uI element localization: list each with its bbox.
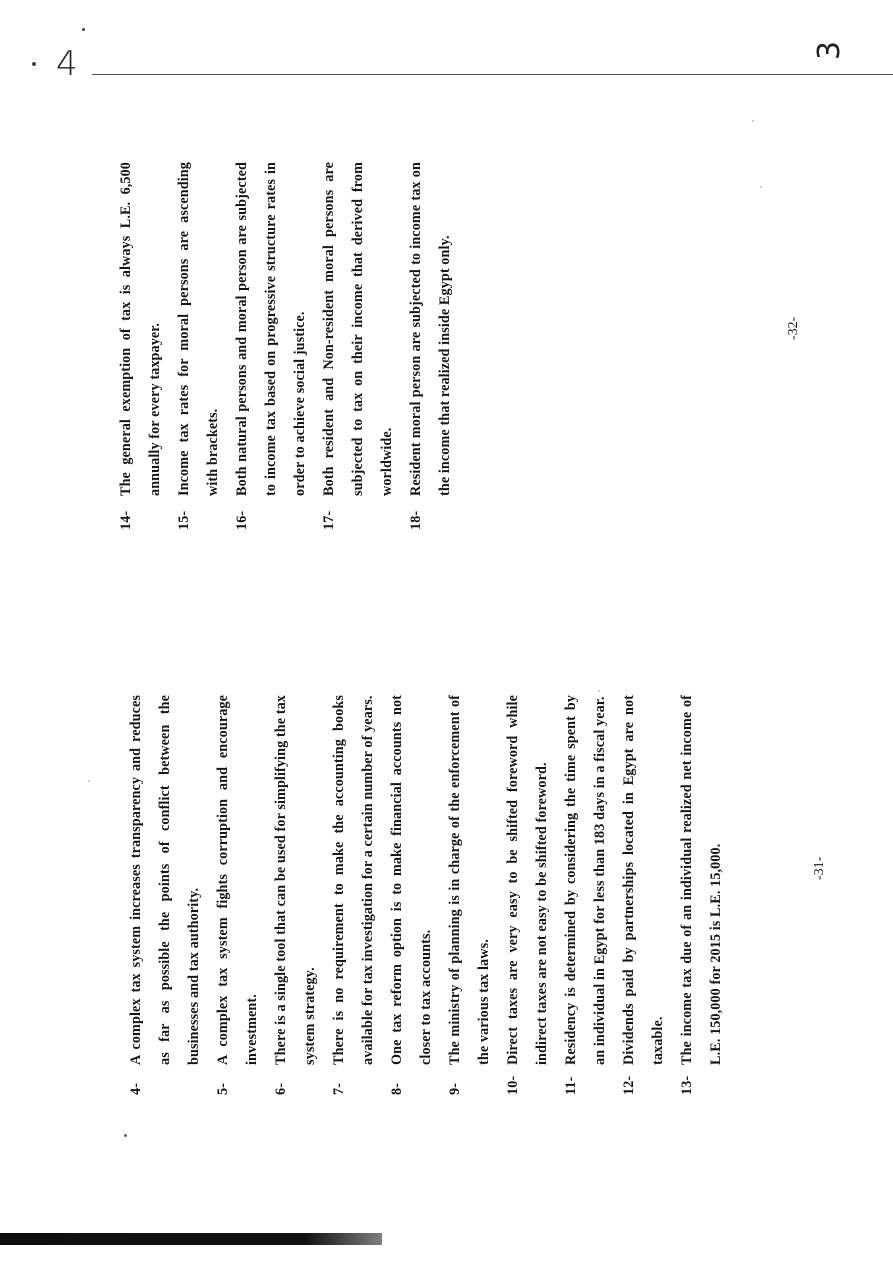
question-text: Both resident and Non-resident moral persons are subjected to tax on their income that derived from worldwide. [321, 162, 395, 496]
question-number: 11- [563, 1076, 579, 1095]
question-item [402, 162, 460, 530]
scan-speck [752, 120, 754, 122]
question-item [325, 695, 383, 1095]
question-text: The ministry of planning is in charge of the enforcement of the various tax laws. [447, 695, 492, 1065]
question-text: Dividends paid by partnerships located in Egypt are not taxable. [621, 695, 666, 1065]
page-footer-number: -31- [812, 856, 827, 880]
question-text: There is a single tool that can be used for simplifying the tax system strategy. [273, 695, 318, 1065]
stray-mark [124, 1134, 127, 1137]
question-text: The income tax due of an individual realized net income of L.E. 150,000 for 2015 is L.E. 15,000. [679, 695, 724, 1065]
top-rule-line [92, 74, 893, 75]
question-number: 4- [128, 1082, 144, 1095]
question-text: Resident moral person are subjected to income tax on the income that realized inside Egypt only. [408, 162, 453, 496]
question-item [499, 695, 557, 1095]
question-text: Residency is determined by considering the time spent by an individual in Egypt for less than 183 days in a fiscal year. [563, 695, 608, 1065]
question-item [209, 695, 267, 1095]
scan-edge-shadow [0, 1233, 382, 1245]
question-number: 7- [331, 1082, 347, 1095]
stray-mark [82, 28, 85, 31]
question-number: 16- [234, 510, 250, 530]
question-item [557, 695, 615, 1095]
question-text: Both natural persons and moral person are subjected to income tax based on progressive structure rates in order to achieve social justice. [234, 162, 308, 496]
question-text: Income tax rates for moral persons are ascending with brackets. [176, 162, 221, 496]
question-number: 18- [408, 510, 424, 530]
scan-speck [598, 690, 600, 692]
question-text: There is no requirement to make the accounting books available for tax investigation for a certain number of years. [331, 695, 376, 1065]
question-number: 12- [621, 1075, 637, 1095]
question-item [615, 695, 673, 1095]
scan-speck [760, 186, 762, 188]
question-text: One tax reform option is to make financial accounts not closer to tax accounts. [389, 695, 434, 1065]
question-item [228, 162, 315, 530]
question-item [383, 695, 441, 1095]
question-number: 5- [215, 1082, 231, 1095]
question-item [673, 695, 731, 1095]
question-number: 8- [389, 1082, 405, 1095]
question-number: 10- [505, 1075, 521, 1095]
question-item [267, 695, 325, 1095]
scan-speck [88, 780, 90, 782]
question-text: A complex tax system fights corruption and encourage investment. [215, 695, 260, 1065]
handwritten-page-mark: 4 [56, 44, 78, 84]
question-item [112, 162, 170, 530]
question-number: 14- [118, 510, 134, 530]
question-text: Direct taxes are very easy to be shifted foreword while indirect taxes are not easy to be shifted foreword. [505, 695, 550, 1065]
handwritten-page-mark: 3 [812, 40, 847, 60]
question-item [315, 162, 402, 530]
question-number: 13- [679, 1075, 695, 1095]
question-item [122, 695, 209, 1095]
question-number: 9- [447, 1082, 463, 1095]
question-number: 17- [321, 510, 337, 530]
question-number: 15- [176, 510, 192, 530]
left-question-column [122, 695, 731, 1095]
question-text: A complex tax system increases transparency and reduces as far as possible the points of conflict between the businesses and tax authority. [128, 695, 202, 1065]
question-item [441, 695, 499, 1095]
stray-mark [32, 62, 36, 66]
page-footer-number: -32- [786, 316, 801, 340]
question-text: The general exemption of tax is always L.E. 6,500 annually for every taxpayer. [118, 162, 163, 496]
right-question-column [112, 162, 460, 530]
question-item [170, 162, 228, 530]
question-number: 6- [273, 1082, 289, 1095]
